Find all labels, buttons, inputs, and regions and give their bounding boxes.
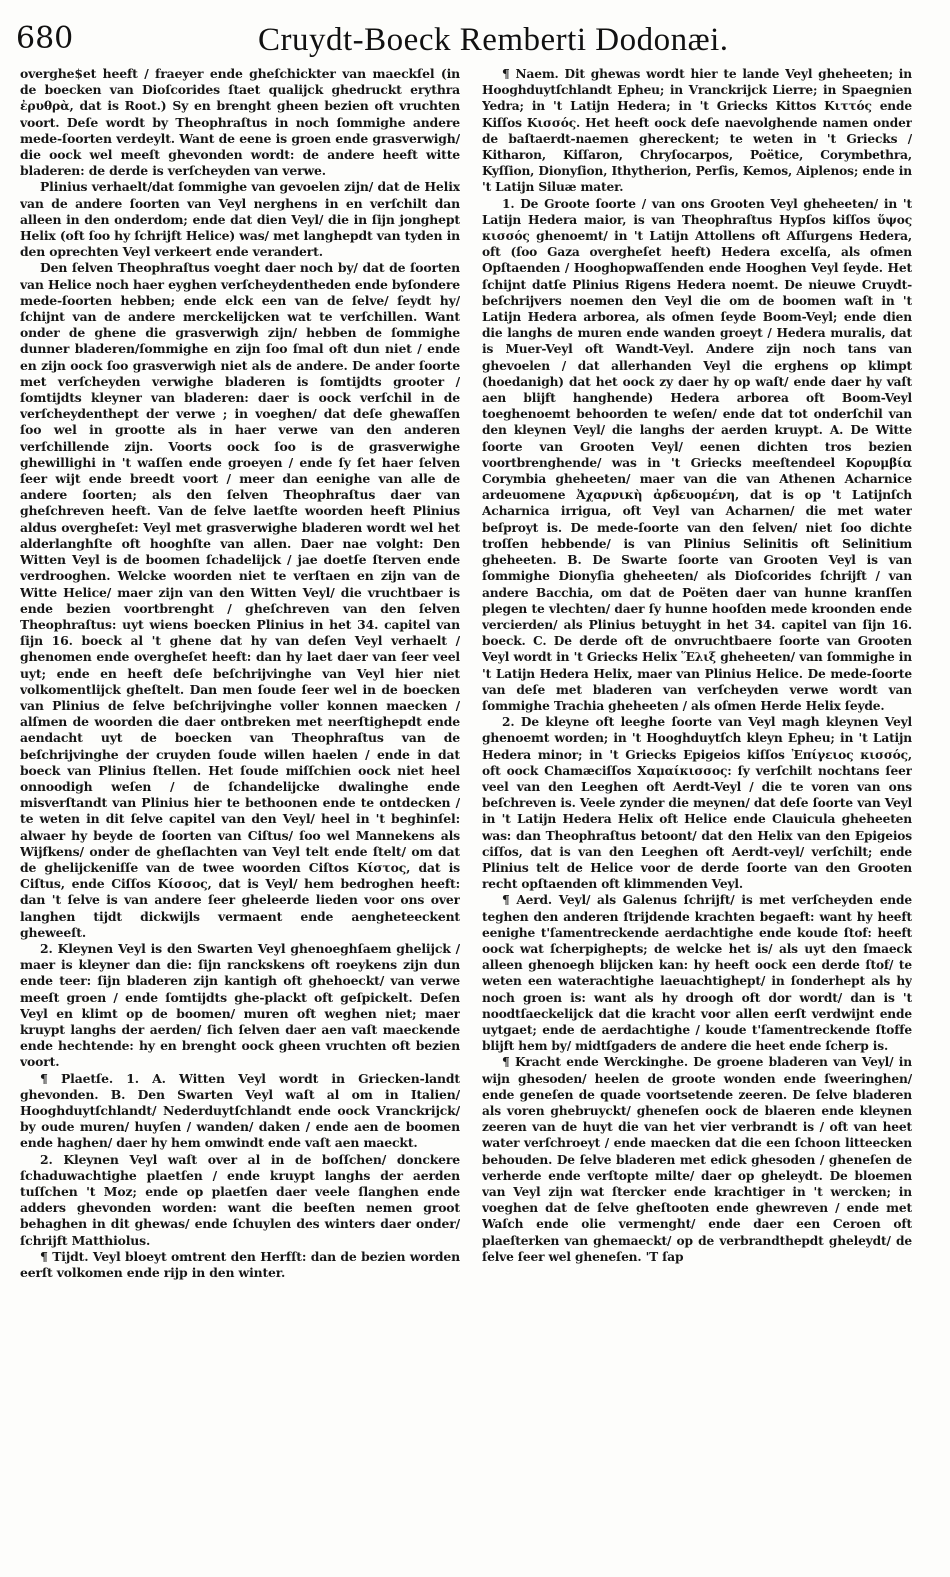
paragraph-plaetse-kleynen: 2. Kleynen Veyl waſt over al in de boſſchen/ donckere ſchaduwachtighe plaetſen / ende kruypt langhs der aerden tuſſchen 't Moz; ende op plaetſen daer veele ſlanghen ende adders ghevonden worden: want die beeſten nemen groot behaghen in dit ghewas/ ende ſchuylen des winters daer onder/ ſchrijft Matthiolus. bbox=[20, 1151, 460, 1248]
page-number: 680 bbox=[16, 21, 74, 56]
paragraph-theophrastus-helice: Den ſelven Theophraſtus voeght daer noch by/ dat de ſoorten van Helice noch haer eyghen verſcheydentheden ende byſondere mede-ſoorten hebben; ende elck een van de ſelve/ ſeydt hy/ ſchijnt van de andere merckelijcken wat te verſchillen. Want onder de ghene die grasverwigh zijn/ hebben de ſommighe dunner bladeren/ſommighe en zijn ſoo ſmal oft dun niet / ende en zijn oock ſoo grasverwigh niet als de andere. De ander ſoorte met verſcheyden verwighe bladeren is ſomtijdts grooter / ſomtijdts kleyner van bladeren: daer is oock verſchil in de verſcheydenthept der verwe ; in voeghen/ dat deſe ghewaſſen ſoo wel in grootte als in haer verwe van den anderen verſchillende zijn. Voorts oock ſoo is de grasverwighe ghewillighi in 't waſſen ende groeyen / ende ſy ſet haer ſelven ſeer wijt ende breedt voort / meer dan eenighe van alle de andere ſoorten; als den ſelven Theophraſtus daer van gheſchreven heeft. Van de ſelve laetſte woorden heeft Plinius aldus overgheſet: Veyl met grasverwighe bladeren wordt wel het alderlanghſte oft hooghſte van allen. Daer nae volght: Den Witten Veyl is de boomen ſchadelijck / jae doetſe ſterven ende verdrooghen. Welcke woorden niet te verſtaen en zijn van de Witte Helice/ maer zijn van den Witten Veyl/ die vruchtbaer is ende bezien voortbrenght / gheſchreven van den ſelven Theophraſtus: uyt wiens boecken Plinius in het 34. capitel van ſijn 16. boeck al 't ghene dat hy van deſen Veyl verhaelt / ghenomen ende overgheſet heeft: dan hy laet daer van ſeer veel uyt; ende en heeft deſe beſchrijvinghe van Veyl hier niet volkomentlijck gheſtelt. Dan men ſoude ſeer wel in de boecken van Plinius de ſelve beſchrijvinghe voller konnen maecken / alſmen de woorden die daer ontbreken met neerſtighepdt ende aendacht uyt de boecken van Theophraſtus van de beſchrijvinghe der cruyden ſoude willen haelen / ende in dat boeck van Plinius ſtellen. Het ſoude miſſchien oock niet heel onnoodigh weſen / de ſchandelijcke dwalinghe ende misverſtandt van Plinius hier te bethoonen ende te ontdecken / te weten in dit ſelve capitel van den Veyl/ heel in 't beghinſel: alwaer hy beyde de ſoorten van Ciſtus/ ſoo wel Mannekens als Wijfkens/ onder de gheſlachten van Veyl telt ende ſtelt/ om dat de ghelijckeniſſe van de twee woorden Ciſtos Κίστος, dat is Ciſtus, ende Ciſſos Κίσσος, dat is Veyl/ hem bedroghen heeft: dan 't ſelve is van andere ſeer gheleerde lieden voor ons over langhen tijdt dickwijls vermaent ende aengheteeckent gheweeſt. bbox=[20, 260, 460, 940]
paragraph-kleynen-veyl: 2. Kleynen Veyl is den Swarten Veyl ghenoeghſaem ghelijck / maer is kleyner dan die: ſijn ranckskens oft roeykens zijn dun ende teer: ſijn bladeren zijn kantigh oft ghehoeckt/ van verwe meeſt groen / ende ſomtijdts ghe-plackt oft geſpickelt. Deſen Veyl en klimt op de boomen/ muren oft weghen niet; maer kruypt langhs der aerden/ ſich ſelven daer aen vaſt maeckende ende hechtende: hy en brenght oock gheen vruchten oft bezien voort. bbox=[20, 940, 460, 1070]
running-title: Cruydt-Boeck Remberti Dodonæi. bbox=[258, 22, 729, 58]
paragraph-kracht: ¶ Kracht ende Werckinghe. De groene bladeren van Veyl/ in wijn ghesoden/ heelen de groote wonden ende ſweeringhen/ ende geneſen de quade voortsetende zeeren. De ſelve bladeren als voren ghebruyckt/ gheneſen oock de blaeren ende kleynen zeeren van de huyt die van het vier verbrandt is / oft van heet water verſchroeyt / ende maecken dat die een ſchoon litteecken behouden. De ſelve bladeren met edick ghesoden / gheneſen de verherde ende verſtopte milte/ daer op gheleydt. De bloemen van Veyl zijn wat ſtercker ende krachtiger in 't wercken; in voeghen dat de ſelve gheſtooten ende ghewreven / ende met Waſch ende olie vermenght/ ende daer een Ceroen oft plaeſterken van ghemaeckt/ op de verbrandthepdt gheleydt/ de ſelve ſeer wel gheneſen. 'T ſap bbox=[482, 1055, 912, 1264]
paragraph-kleyne-soorte: 2. De kleyne oft leeghe ſoorte van Veyl magh kleynen Veyl ghenoemt worden; in 't Hooghduytſch kleyn Epheu; in 't Latijn Hedera minor; in 't Griecks Epigeios kiſſos Ἐπίγειος κισσός, oft oock Chamæciſſos Χαμαίκισσος: ſy verſchilt nochtans ſeer veel van den Leeghen oft Aerdt-Veyl / die te voren van ons beſchreven is. Veele zynder die meynen/ dat deſe ſoorte van Veyl in 't Latijn Hedera Helix oft Helice ende Clauicula gheheeten was: dan Theophraſtus betoont/ dat den Helix van den Epigeios ciſſos, dat is van den Leeghen oft Aerdt-veyl/ verſchilt; ende Plinius telt de Helice voor de derde ſoorte van den Grooten recht opſtaenden oft klimmenden Veyl. bbox=[482, 715, 912, 892]
paragraph-tijdt: ¶ Tijdt. Veyl bloeyt omtrent den Herfſt: dan de bezien worden eerſt volkomen ende rijp in den winter. bbox=[20, 1248, 460, 1281]
right-column bbox=[482, 66, 912, 1571]
column-gutter bbox=[470, 70, 471, 1560]
left-column bbox=[20, 66, 460, 1571]
paragraph-plaetse: ¶ Plaetſe. 1. A. Witten Veyl wordt in Griecken-landt ghevonden. B. Den Swarten Veyl waſt al om in Italien/ Hooghduytſchlandt/ Nederduytſchlandt ende oock Vranckrijck/ by oude muren/ huyſen / wanden/ daken / ende aen de boomen ende haghen/ daer hy hem omwindt ende vaſt aen maeckt. bbox=[20, 1070, 460, 1151]
paragraph-description-variants: overghe$et heeft / fraeyer ende gheſchickter van maeckſel (in de boecken van Dioſcorides ſtaet qualijck ghedruckt erythra ἐρυθρὰ, dat is Root.) Sy en brenght gheen bezien oft vruchten voort. Deſe wordt by Theophraſtus in noch ſommighe andere mede-ſoorten verdeylt. Want de eene is groen ende grasverwigh/ die oock wel meeſt ghevonden wordt: de andere heeft witte bladeren: de derde is verſcheyden van verwe. bbox=[20, 66, 460, 179]
paragraph-groote-soorte: 1. De Groote ſoorte / van ons Grooten Veyl gheheeten/ in 't Latijn Hedera maior, is van Theophraſtus Hypſos kiſſos ὕψος κισσός ghenoemt/ in 't Latijn Attollens oft Aſſurgens Hedera, oft (ſoo Gaza overgheſet heeft) Hedera excelſa, als oſmen Opſtaenden / Hooghopwaſſenden ende Hooghen Veyl ſeyde. Het ſchijnt datſe Plinius Rigens Hedera noemt. De nieuwe Cruydt-beſchrijvers noemen den Veyl die om de boomen waſt in 't Latijn Hedera arborea, als oſmen ſeyde Boom-Veyl; ende dien die langhs de muren ende wanden groeyt / Hedera muralis, dat is Muer-Veyl oft Wandt-Veyl. Andere zijn noch tans van ghevoelen / dat allerhanden Veyl die erghens op klimpt (hoedanigh) dat het oock zy daer hy op waſt/ ende daer hy vaſt aen blijft hanghende) Hedera arborea oft Boom-Veyl toeghenoemt behoorden te weſen/ ende dat tot onderſchil van den kleynen Veyl/ die langhs der aerden kruypt. A. De Witte ſoorte van Grooten Veyl/ eenen dichten tros bezien voortbrenghende/ was in 't Griecks meeſtendeel Κορυμβία Corymbia gheheeten/ maer van die van Athenen Acharnice ardeuomene Ἀχαρνικὴ ἀρδευομένη, dat is op 't Latijnſch Acharnica irrigua, oft Veyl van Acharnen/ die met water beſproyt is. De mede-ſoorte van den ſelven/ niet ſoo dichte troſſen hebbende/ is van Plinius Selinitis oft Selinitium gheheeten. B. De Swarte ſoorte van Grooten Veyl is van ſommighe Dionyſia gheheeten/ als Dioſcorides ſchrijft / van andere Bacchia, om dat de Poëten daer van hunne kranſſen plegen te vlechten/ daer ſy hunne hooſden mede kroonden ende vercierden/ als Plinius betuyght in het 34. capitel van ſijn 16. boeck. C. De derde oft de onvruchtbaere ſoorte van Grooten Veyl wordt in 't Griecks Helix Ἕλιξ gheheeten/ van ſommighe in 't Latijn Hedera Helix, maer van Plinius Helice. De mede-ſoorte van deſe met bladeren van verſcheyden verwe wordt van ſommighe Trachia gheheeten / als oſmen Herde Helix ſeyde. bbox=[482, 196, 912, 713]
paragraph-plinius-helix: Plinius verhaelt/dat ſommighe van gevoelen zijn/ dat de Helix van de andere ſoorten van Veyl nerghens in en verſchilt dan alleen in den onderdom; ende dat dien Veyl/ die in ſijn jonghept Helix (oft ſoo hy ſchrijft Helice) was/ met langhepdt van tyden in den oprechten Veyl verkeert ende verandert. bbox=[20, 179, 460, 260]
paragraph-naem: ¶ Naem. Dit ghewas wordt hier te lande Veyl gheheeten; in Hooghduytſchlandt Epheu; in Vranckrijck Lierre; in Spaegnien Yedra; in 't Latijn Hedera; in 't Griecks Kittos Κιττός ende Kiſſos Κισσός. Het heeft oock deſe naevolghende namen onder de baſtaerdt-naemen ghereckent; te weten in 't Griecks / Kitharon, Kiſſaron, Chryſocarpos, Poëtice, Corymbethra, Kyſſion, Dionyſion, Ithytherion, Perſis, Kemos, Aiplenos; ende in 't Latijn Siluæ mater. bbox=[482, 67, 912, 195]
paragraph-aerd: ¶ Aerd. Veyl/ als Galenus ſchrijft/ is met verſcheyden ende teghen den anderen ſtrijdende krachten begaeft: want hy heeft eenighe t'ſamentreckende aerdachtighe ende koude ſtof: heeft oock wat ſcherpighepts; de welcke het is/ als uyt den ſmaeck alleen ghenoegh blijcken kan: hy heeft oock een derde ſtof/ te weten een waterachtighe laeuachtighept/ in ſonderhept als hy noch groen is: want als hy droogh oft dor wordt/ dan is 't noodtſaeckelijck dat die kracht voor allen eerſt verdwijnt ende uytgaet; ende de aerdachtighe / koude t'ſamentreckende ſtoffe blijft hem by/ midtſgaders de andere die heet ende ſcherp is. bbox=[482, 893, 912, 1054]
page-header bbox=[0, 0, 950, 62]
